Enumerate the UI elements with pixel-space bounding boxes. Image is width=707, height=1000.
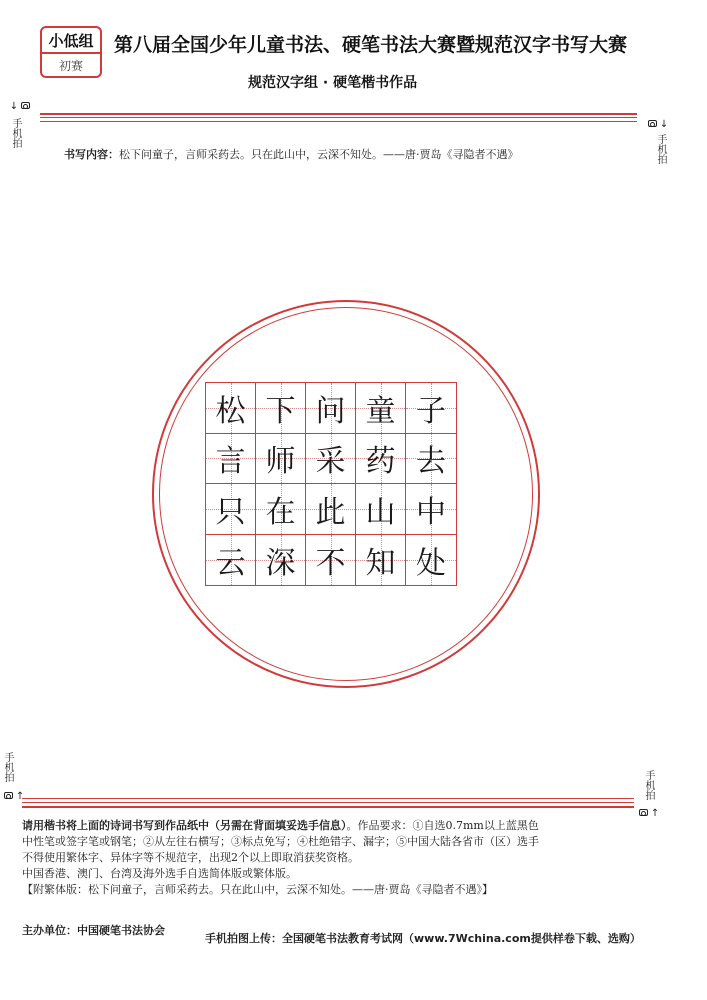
bottom-rule-thin-1 bbox=[22, 798, 634, 799]
instructions-line-4: 中国香港、澳门、台湾及海外选手自选简体版或繁体版。 bbox=[22, 867, 297, 880]
grid-cell: 在 bbox=[256, 484, 306, 535]
organizer-text: 主办单位：中国硬笔书法协会 bbox=[22, 924, 165, 937]
top-left-photo-label: 手机拍 bbox=[10, 118, 21, 148]
grid-cell: 言 bbox=[206, 434, 256, 485]
bottom-left-photo-label: 手机拍 bbox=[2, 752, 13, 782]
grid-cell: 山 bbox=[356, 484, 406, 535]
grid-cell: 知 bbox=[356, 535, 406, 586]
top-rule-thin-1 bbox=[40, 117, 637, 118]
instructions-block bbox=[22, 818, 662, 898]
level-badge bbox=[40, 26, 102, 78]
instructions-line-1: 请用楷书将上面的诗词书写到作品纸中（另需在背面填妥选手信息）。作品要求：①自选0.7mm以上蓝黑色 bbox=[22, 819, 539, 832]
grid-cell: 采 bbox=[306, 434, 356, 485]
instructions-line-2: 中性笔或签字笔或钢笔；②从左往右横写；③标点免写；④杜绝错字、漏字；⑤中国大陆各省市（区）选手 bbox=[22, 835, 539, 848]
grid-cell: 童 bbox=[356, 383, 406, 434]
top-rule-thin-2 bbox=[40, 121, 637, 122]
writing-content bbox=[64, 146, 624, 162]
upload-arrow-icon: ↑ bbox=[650, 808, 660, 819]
grid-cell: 子 bbox=[406, 383, 456, 434]
writing-content-text: 松下问童子，言师采药去。只在此山中，云深不知处。——唐·贾岛《寻隐者不遇》 bbox=[119, 148, 519, 161]
grid-cell: 师 bbox=[256, 434, 306, 485]
camera-icon bbox=[639, 809, 648, 816]
camera-icon bbox=[648, 120, 657, 127]
grid-cell: 此 bbox=[306, 484, 356, 535]
camera-icon bbox=[21, 102, 30, 109]
grid-cell: 只 bbox=[206, 484, 256, 535]
bottom-right-photo-label: 手机拍 bbox=[643, 770, 654, 800]
bottom-rule-thin-2 bbox=[22, 802, 634, 803]
grid-cell: 药 bbox=[356, 434, 406, 485]
camera-icon bbox=[4, 792, 13, 799]
upload-text: 手机拍图上传：全国硬笔书法教育考试网（www.7Wchina.com提供样卷下载、选购） bbox=[205, 932, 641, 945]
grid-cell: 松 bbox=[206, 383, 256, 434]
grid-cell: 下 bbox=[256, 383, 306, 434]
page-title: 第八届全国少年儿童书法、硬笔书法大赛暨规范汉字书写大赛 bbox=[114, 34, 628, 56]
grid-cell: 深 bbox=[256, 535, 306, 586]
bottom-rule-thick bbox=[22, 806, 634, 808]
grid-cell: 中 bbox=[406, 484, 456, 535]
instructions-line-3: 不得使用繁体字、异体字等不规范字，出现2个以上即取消获奖资格。 bbox=[22, 851, 359, 864]
instructions-line-5: 【附繁体版：松下问童子，言师采药去。只在此山中，云深不知处。——唐·贾岛《寻隐者不遇》】 bbox=[22, 883, 493, 896]
top-right-photo-marker bbox=[645, 118, 671, 131]
grid-cell: 去 bbox=[406, 434, 456, 485]
top-right-photo-label: 手机拍 bbox=[655, 134, 666, 164]
download-arrow-icon: ↓ bbox=[659, 119, 669, 130]
top-left-photo-marker bbox=[8, 100, 32, 113]
badge-group-label: 小低组 bbox=[42, 28, 100, 54]
grid-cell: 处 bbox=[406, 535, 456, 586]
writing-grid bbox=[205, 382, 457, 586]
badge-round-label: 初赛 bbox=[58, 58, 83, 73]
download-arrow-icon: ↓ bbox=[9, 101, 19, 112]
grid-cell: 问 bbox=[306, 383, 356, 434]
grid-cell: 云 bbox=[206, 535, 256, 586]
writing-content-label: 书写内容： bbox=[64, 148, 119, 161]
grid-cell: 不 bbox=[306, 535, 356, 586]
top-rule-thick bbox=[40, 113, 637, 115]
page-subtitle: 规范汉字组 · 硬笔楷书作品 bbox=[248, 75, 418, 91]
upload-arrow-icon: ↑ bbox=[15, 791, 25, 802]
